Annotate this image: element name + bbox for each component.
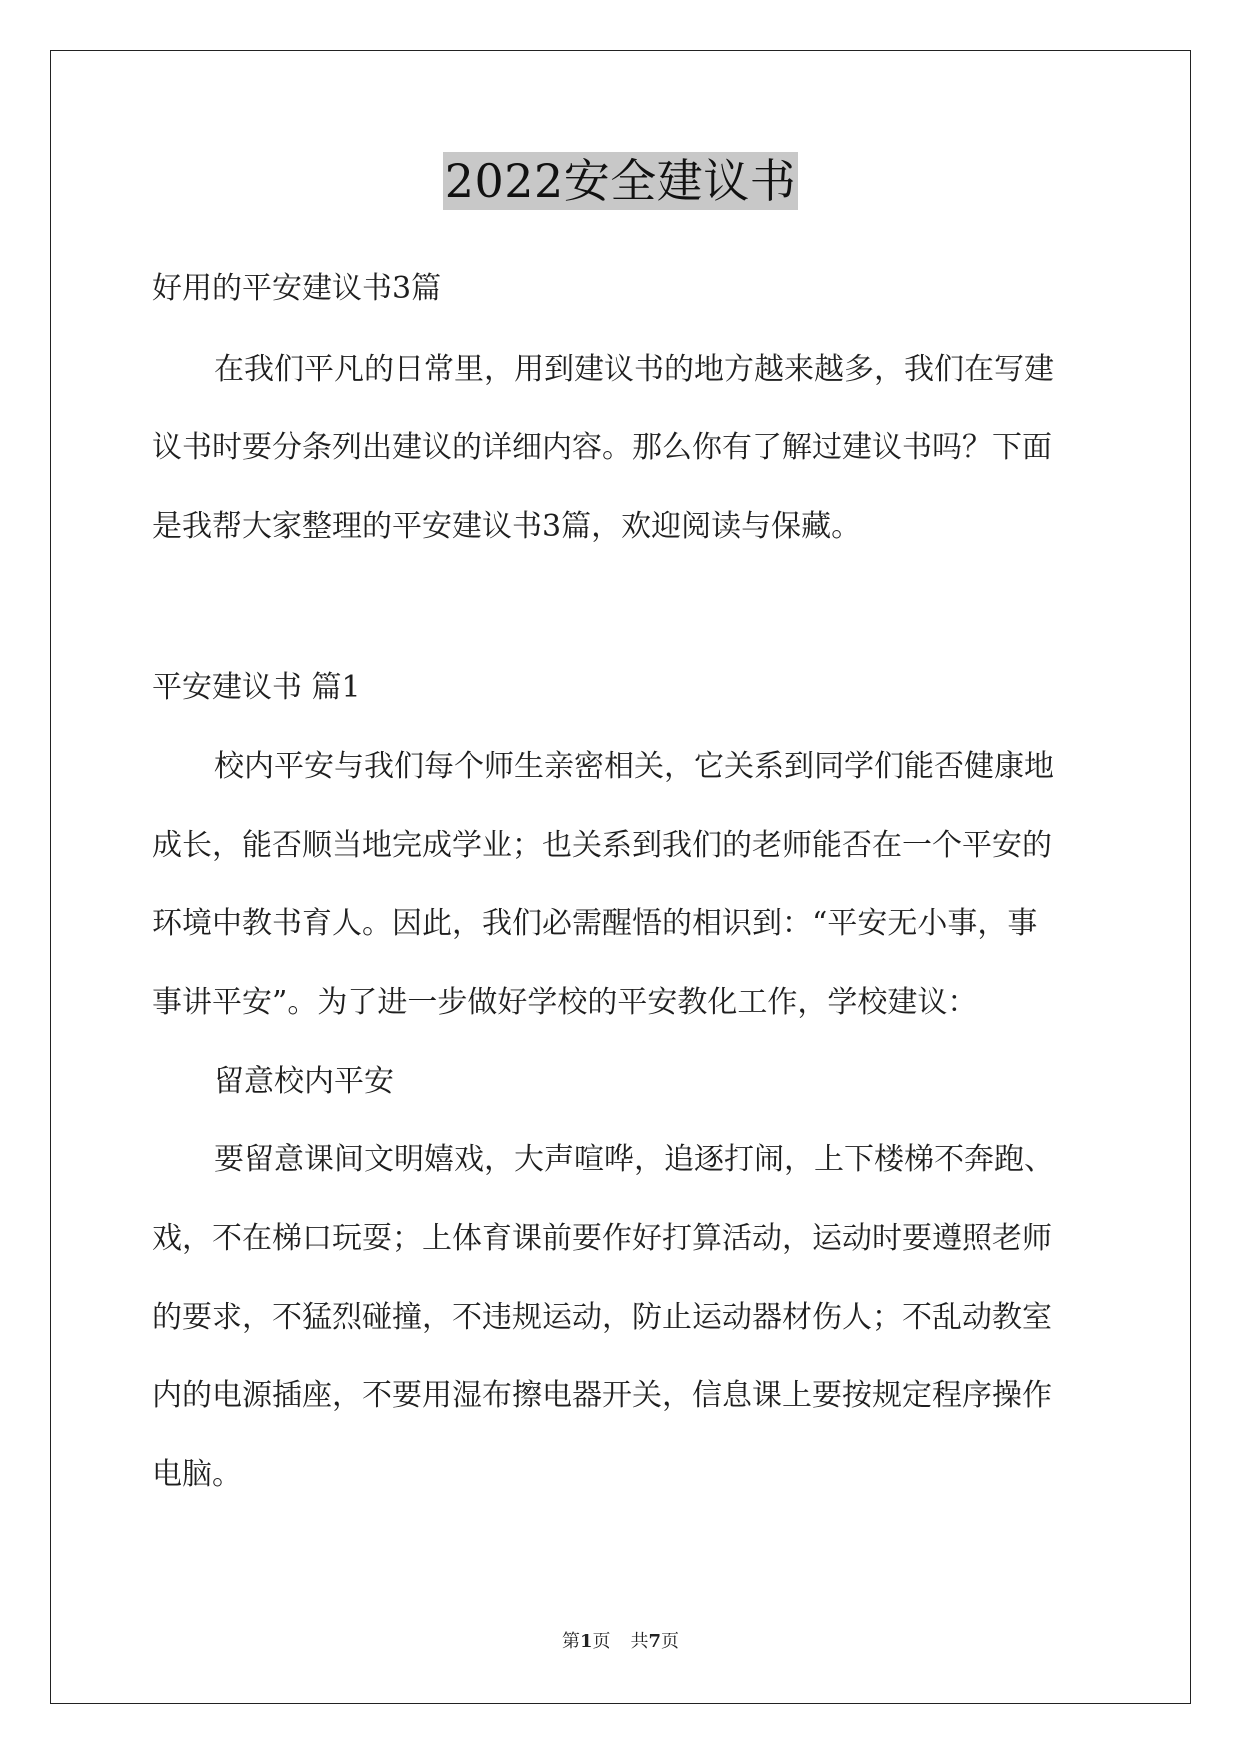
- page-footer: [0, 1630, 1241, 1654]
- body-line: 电脑。: [152, 1457, 242, 1492]
- intro-line: 议书时要分条列出建议的详细内容。那么你有了解过建议书吗？下面: [152, 430, 1052, 465]
- intro-line: 在我们平凡的日常里，用到建议书的地方越来越多，我们在写建: [214, 352, 1054, 387]
- section-line: 成长，能否顺当地完成学业；也关系到我们的老师能否在一个平安的: [152, 828, 1052, 863]
- body-line: 内的电源插座，不要用湿布擦电器开关，信息课上要按规定程序操作: [152, 1378, 1052, 1413]
- total-suffix: 页: [661, 1631, 680, 1652]
- document-title: 2022安全建议书: [444, 154, 797, 208]
- total-prefix: 共: [630, 1631, 649, 1652]
- section-line: 事讲平安”。为了进一步做好学校的平安教化工作，学校建议：: [152, 985, 978, 1020]
- section-line: 环境中教书育人。因此，我们必需醒悟的相识到：“平安无小事，事: [152, 906, 1038, 941]
- body-line: 戏，不在梯口玩耍；上体育课前要作好打算活动，运动时要遵照老师: [152, 1221, 1052, 1256]
- intro-line: 是我帮大家整理的平安建议书3篇，欢迎阅读与保藏。: [152, 509, 862, 544]
- document-subtitle: 好用的平安建议书3篇: [152, 271, 442, 306]
- body-line: 要留意课间文明嬉戏，大声喧哗，追逐打闹，上下楼梯不奔跑、: [214, 1142, 1054, 1177]
- section-heading: 平安建议书 篇1: [152, 670, 361, 705]
- subheading: 留意校内平安: [214, 1064, 394, 1099]
- page-current: 1: [579, 1631, 593, 1652]
- title-wrap: [0, 152, 1241, 210]
- page-suffix: 页: [592, 1631, 611, 1652]
- body-line: 的要求，不猛烈碰撞，不违规运动，防止运动器材伤人；不乱动教室: [152, 1300, 1052, 1335]
- page-total: 7: [648, 1631, 662, 1652]
- page-prefix: 第: [561, 1631, 580, 1652]
- section-line: 校内平安与我们每个师生亲密相关，它关系到同学们能否健康地: [214, 749, 1054, 784]
